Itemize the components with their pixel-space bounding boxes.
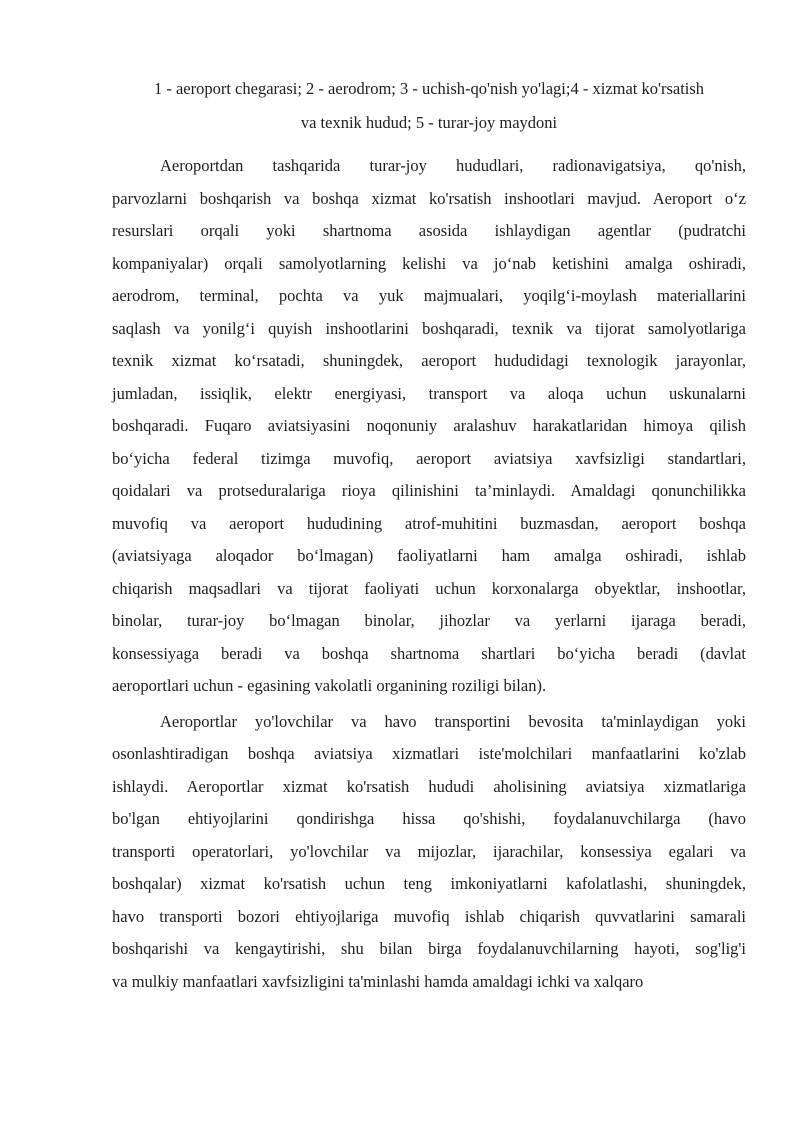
text-line: boshqaradi. Fuqaro aviatsiyasini noqonuniy aralashuv harakatlaridan himoya qilish — [112, 416, 746, 435]
text-line: muvofiq va aeroport hududining atrof-muhitini buzmasdan, aeroport boshqa — [112, 513, 746, 533]
text-line: chiqarish maqsadlari va tijorat faoliyati uchun korxonalarga obyektlar, inshootlar, — [112, 578, 746, 598]
text-line: boʻyicha federal tizimga muvofiq, aeroport aviatsiya xavfsizligi standartlari, — [112, 448, 746, 468]
paragraph-1 — [112, 150, 746, 703]
figure-caption — [112, 72, 746, 140]
figure-caption-line: va texnik hudud; 5 - turar-joy maydoni — [300, 113, 558, 132]
text-line: transporti operatorlari, yo'lovchilar va mijozlar, ijarachilar, konsessiya egalari va — [112, 841, 746, 861]
paragraph-2 — [112, 706, 746, 999]
text-line: va mulkiy manfaatlari xavfsizligini ta'minlashi hamda amaldagi ichki va xalqaro — [112, 971, 644, 991]
text-line: osonlashtiradigan boshqa aviatsiya xizmatlari iste'molchilari manfaatlarini ko'zlab — [112, 744, 746, 763]
text-line: boshqarishi va kengaytirishi, shu bilan birga foydalanuvchilarning hayoti, sog'lig'i — [112, 939, 746, 958]
text-line: havo transporti bozori ehtiyojlariga muvofiq ishlab chiqarish quvvatlarini samarali — [112, 906, 746, 926]
text-line: parvozlarni boshqarish va boshqa xizmat ko'rsatish inshootlari mavjud. Aeroport oʻz — [112, 188, 746, 208]
text-line: aeroportlari uchun - egasining vakolatli organining roziligi bilan). — [112, 676, 547, 695]
text-line: ishlaydi. Aeroportlar xizmat ko'rsatish hududi aholisining aviatsiya xizmatlariga — [112, 776, 746, 796]
text-line: binolar, turar-joy boʻlmagan binolar, jihozlar va yerlarni ijaraga beradi, — [112, 611, 746, 630]
text-line: (aviatsiyaga aloqador boʻlmagan) faoliyatlarni ham amalga oshiradi, ishlab — [112, 546, 746, 565]
figure-caption-line: 1 - aeroport chegarasi; 2 - aerodrom; 3 - uchish-qo'nish yo'lagi;4 - xizmat ko'rsatish — [153, 79, 705, 98]
text-line: resurslari orqali yoki shartnoma asosida ishlaydigan agentlar (pudratchi — [112, 221, 746, 240]
text-line: aerodrom, terminal, pochta va yuk majmualari, yoqilgʻi-moylash materiallarini — [112, 286, 746, 305]
text-line: bo'lgan ehtiyojlarini qondirishga hissa qo'shishi, foydalanuvchilarga (havo — [112, 809, 746, 828]
text-line: texnik xizmat koʻrsatadi, shuningdek, aeroport hududidagi texnologik jarayonlar, — [112, 351, 746, 370]
text-line: qoidalari va protseduralariga rioya qilinishini ta’minlaydi. Amaldagi qonunchilikka — [112, 481, 746, 500]
text-line: jumladan, issiqlik, elektr energiyasi, transport va aloqa uchun uskunalarni — [112, 383, 746, 403]
body-text — [112, 150, 746, 998]
text-line: boshqalar) xizmat ko'rsatish uchun teng imkoniyatlarni kafolatlashi, shuningdek, — [112, 874, 746, 893]
text-line: saqlash va yonilgʻi quyish inshootlarini boshqaradi, texnik va tijorat samolyotlariga — [112, 318, 746, 338]
text-line: Aeroportdan tashqarida turar-joy hududlari, radionavigatsiya, qo'nish, — [160, 156, 746, 175]
text-line: kompaniyalar) orqali samolyotlarning kelishi va joʻnab ketishini amalga oshiradi, — [112, 253, 746, 273]
text-line: Aeroportlar yo'lovchilar va havo transportini bevosita ta'minlaydigan yoki — [160, 711, 746, 731]
text-line: konsessiyaga beradi va boshqa shartnoma shartlari boʻyicha beradi (davlat — [112, 643, 746, 663]
